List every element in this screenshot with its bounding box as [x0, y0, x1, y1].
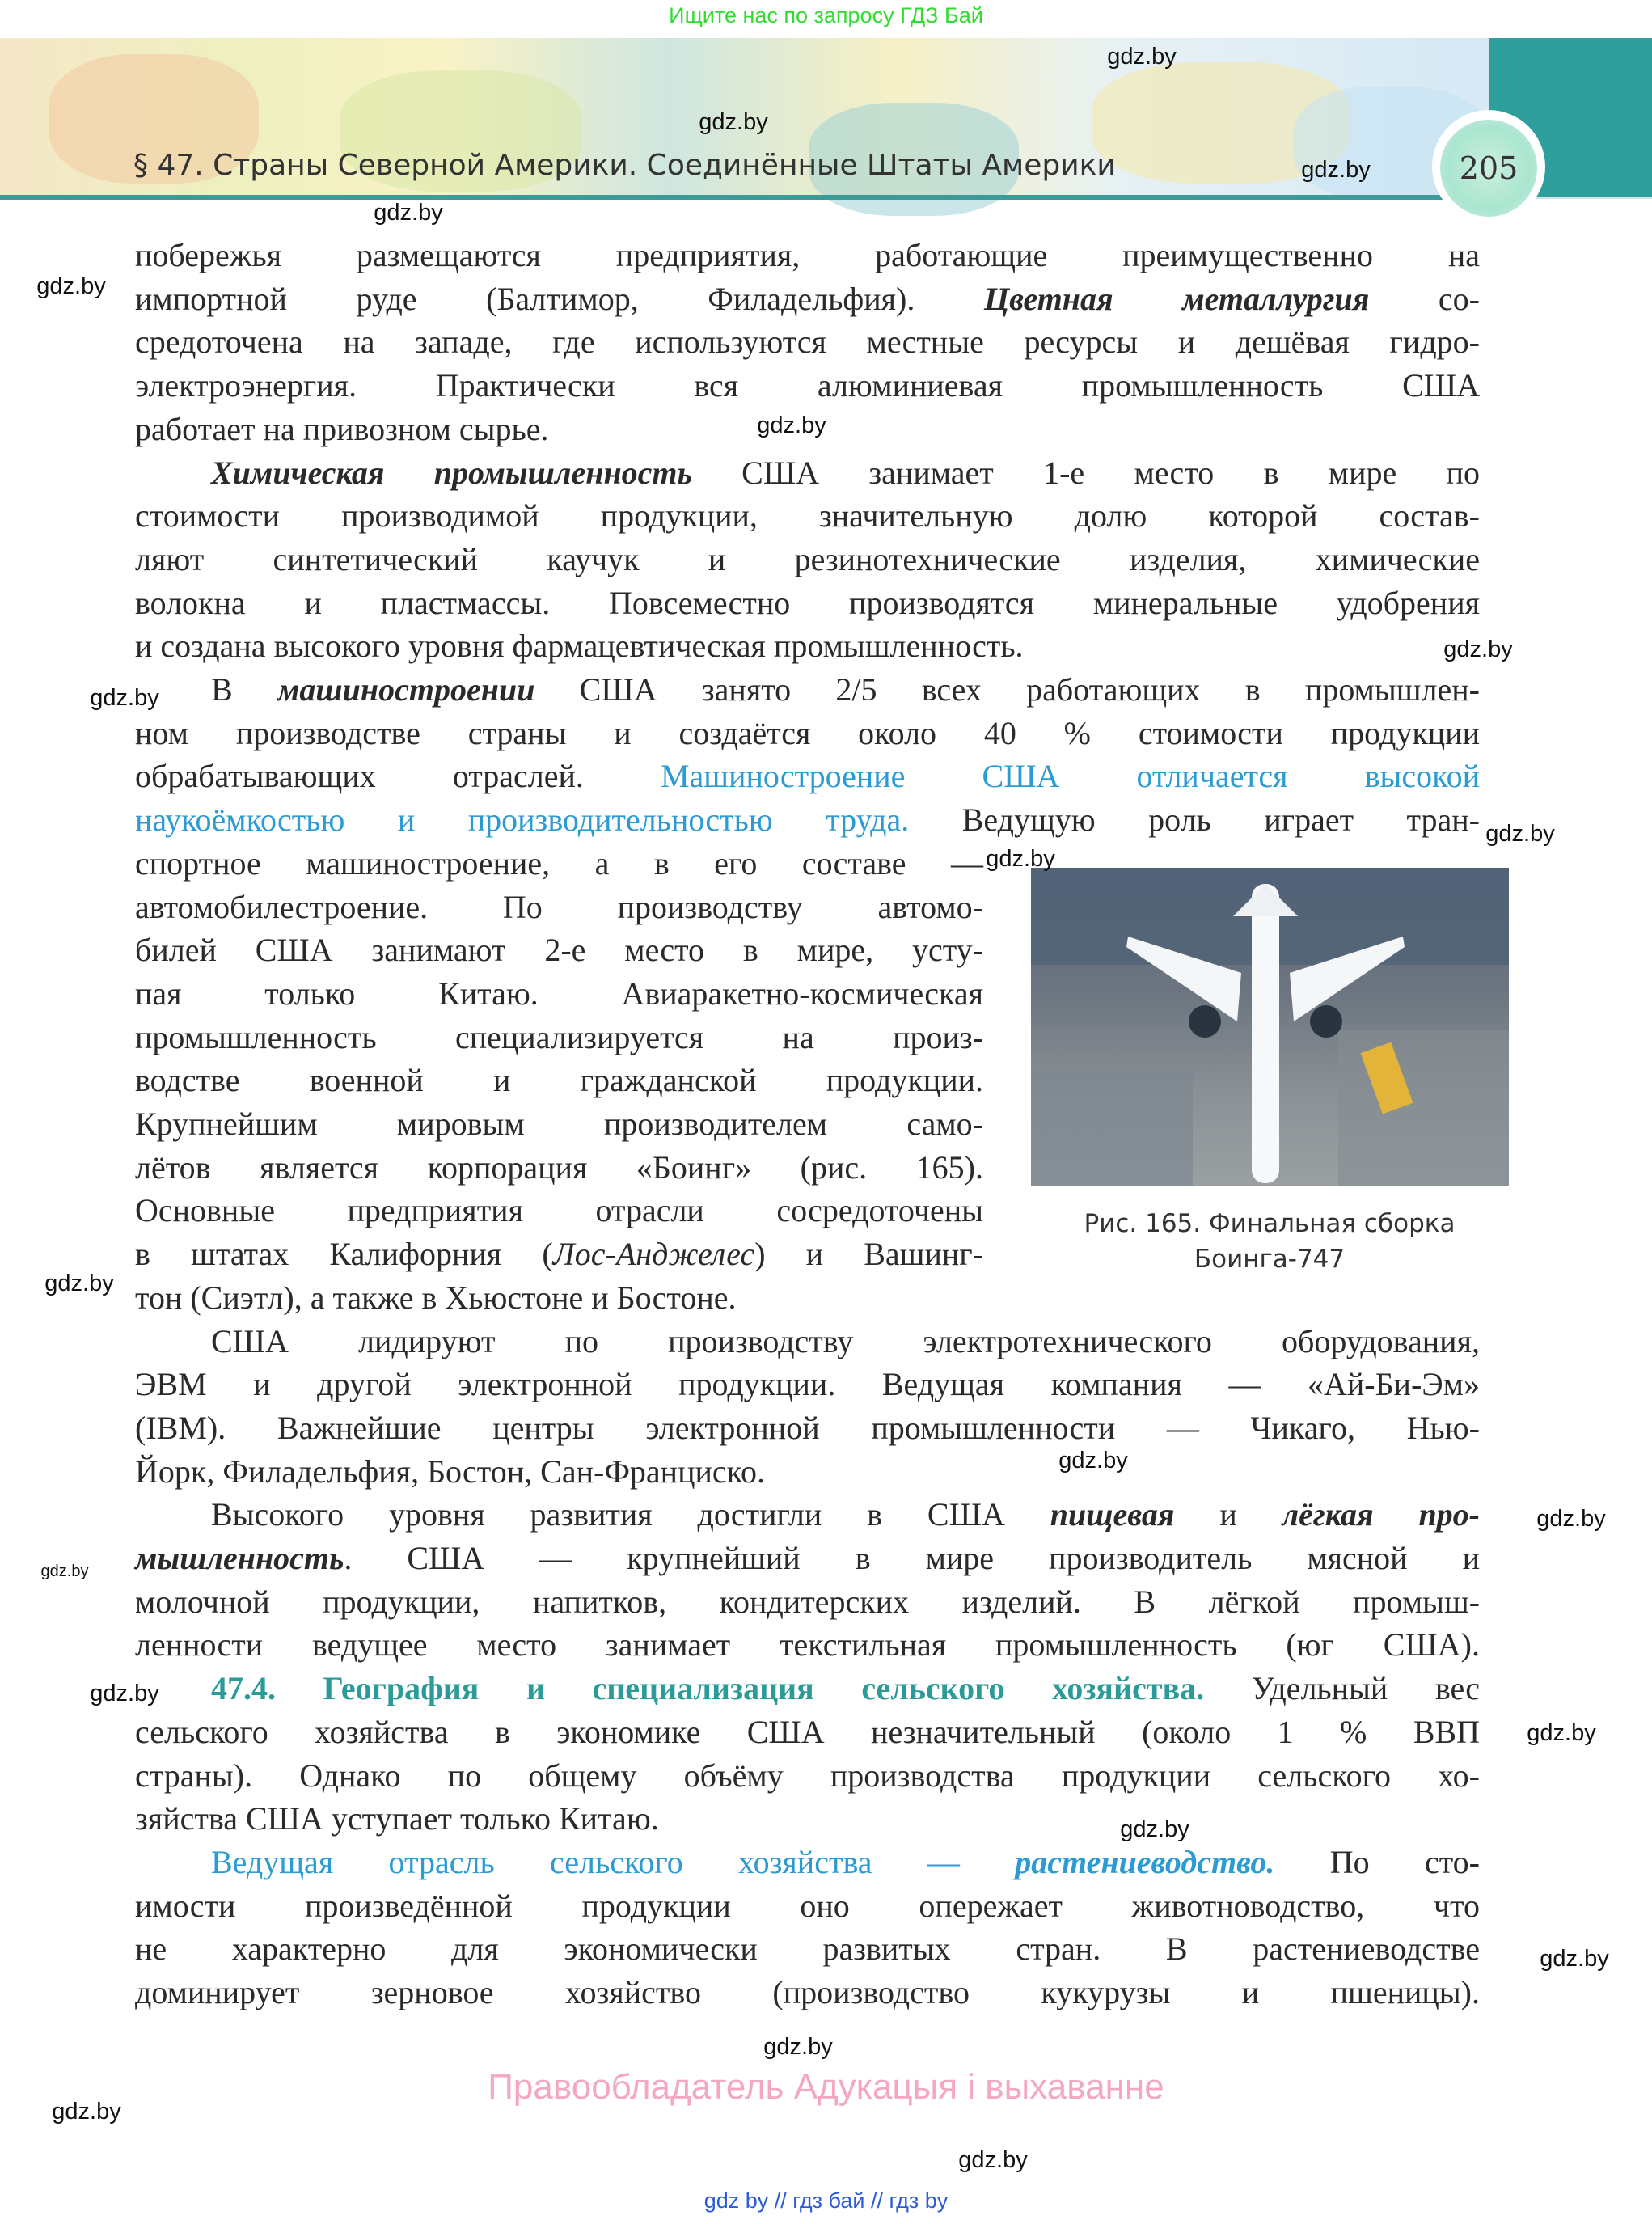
emphasis-text: растениеводство. — [1015, 1844, 1275, 1880]
text-run: Крупнейшим мировым производителем само- — [135, 1106, 983, 1142]
text-line — [135, 408, 549, 451]
emphasis-text: Ведущая отрасль сельского хозяйства — — [211, 1844, 1016, 1880]
text-run: стоимости производимой продукции, значительную долю которой состав- — [135, 497, 1480, 534]
text-run: и создана высокого уровня фармацевтическая промышленность. — [135, 628, 1024, 664]
watermark: gdz.by — [699, 109, 768, 135]
text-line — [135, 234, 1480, 277]
text-line — [135, 928, 983, 972]
emphasis-text: машиностроении — [277, 671, 535, 708]
text-line — [135, 581, 1480, 625]
text-run: США занимает 1-е место в мире по — [691, 455, 1481, 491]
text-line — [135, 755, 1480, 798]
text-run: Высокого уровня развития достигли в США — [211, 1496, 1050, 1533]
text-line — [135, 1363, 1480, 1406]
text-run: Йорк, Филадельфия, Бостон, Сан-Франциско. — [135, 1453, 766, 1490]
text-line — [135, 1276, 736, 1320]
watermark: gdz.by — [90, 1681, 159, 1706]
text-run: работает на привозном сырье. — [135, 411, 549, 447]
watermark: gdz.by — [40, 1562, 89, 1580]
emphasis-text: Химическая промышленность — [211, 455, 692, 491]
text-run: (IBM). Важнейшие центры электронной промышленности — Чикаго, Нью- — [135, 1410, 1480, 1446]
text-line — [135, 1450, 765, 1494]
text-line — [135, 1406, 1480, 1450]
watermark: gdz.by — [763, 2034, 833, 2060]
text-line — [211, 1320, 1480, 1364]
watermark: gdz.by — [1443, 636, 1513, 662]
figure-boeing-assembly-photo — [1031, 868, 1509, 1186]
header-divider — [0, 195, 1489, 200]
emphasis-text: мышленность — [135, 1540, 344, 1576]
text-run: тон (Сиэтл), а также в Хьюстоне и Бостоне. — [135, 1279, 737, 1316]
text-run: По сто- — [1274, 1844, 1480, 1880]
text-line — [135, 1710, 1480, 1754]
watermark: gdz.by — [1527, 1720, 1596, 1746]
watermark: gdz.by — [986, 846, 1055, 872]
watermark: gdz.by — [1301, 157, 1371, 183]
text-line — [135, 1927, 1480, 1971]
text-run: доминирует зерновое хозяйство (производство кукурузы и пшеницы). — [135, 1974, 1480, 2010]
text-line — [135, 886, 983, 929]
text-line — [211, 1841, 1480, 1884]
text-run: в штатах Калифорния ( — [135, 1236, 553, 1272]
text-run: средоточена на западе, где используются местные ресурсы и дешёвая гидро- — [135, 323, 1480, 360]
text-line — [135, 1233, 983, 1276]
text-line — [135, 1016, 983, 1059]
text-run: молочной продукции, напитков, кондитерских изделий. В лёгкой промыш- — [135, 1583, 1480, 1620]
text-run: импортной руде (Балтимор, Филадельфия). — [135, 281, 984, 317]
text-run: спортное машиностроение, а в его составе — — [135, 845, 983, 882]
text-run: Удельный вес — [1204, 1670, 1480, 1706]
watermark: gdz.by — [1536, 1506, 1606, 1532]
text-run: В — [211, 671, 277, 708]
text-line — [211, 1493, 1480, 1537]
watermark: gdz.by — [757, 412, 826, 438]
text-run: пая только Китаю. Авиаракетно-космическая — [135, 975, 983, 1012]
watermark: gdz.by — [374, 200, 443, 226]
emphasis-text: Лос-Анджелес — [552, 1236, 755, 1272]
text-run: со- — [1369, 281, 1480, 317]
watermark: gdz.by — [1107, 44, 1177, 70]
text-run: ЭВМ и другой электронной продукции. Ведущая компания — «Ай-Би-Эм» — [135, 1366, 1480, 1402]
text-run: побережья размещаются предприятия, работающие преимущественно на — [135, 237, 1480, 273]
watermark: gdz.by — [90, 685, 159, 711]
watermark: gdz.by — [52, 2099, 121, 2125]
text-run: зяйства США уступает только Китаю. — [135, 1800, 659, 1837]
text-run: не характерно для экономически развитых стран. В растениеводстве — [135, 1930, 1480, 1967]
emphasis-text: пищевая — [1050, 1496, 1175, 1533]
text-run: США лидируют по производству электротехнического оборудования, — [211, 1323, 1480, 1359]
text-run: ляют синтетический каучук и резинотехнические изделия, химические — [135, 541, 1480, 577]
emphasis-text: Цветная металлургия — [983, 281, 1370, 317]
text-run: обрабатывающих отраслей. — [135, 758, 661, 794]
text-run: ) и Вашинг- — [754, 1236, 984, 1272]
page-number: 205 — [1440, 120, 1537, 217]
text-line — [135, 277, 1480, 321]
emphasis-text: лёгкая про- — [1282, 1496, 1481, 1533]
text-run: промышленность специализируется на произ- — [135, 1019, 983, 1055]
text-line — [211, 451, 1480, 495]
figure-caption-line1: Рис. 165. Финальная сборка — [1084, 1209, 1456, 1238]
text-run: волокна и пластмассы. Повсеместно производятся минеральные удобрения — [135, 585, 1480, 621]
watermark: gdz.by — [958, 2147, 1028, 2173]
text-run: Основные предприятия отрасли сосредоточены — [135, 1192, 983, 1228]
text-run: водстве военной и гражданской продукции. — [135, 1062, 983, 1098]
text-line — [135, 798, 1480, 842]
text-run: лётов является корпорация «Боинг» (рис. 165). — [135, 1149, 983, 1186]
text-line — [211, 1667, 1480, 1710]
watermark: gdz.by — [1485, 821, 1555, 847]
text-line — [135, 1537, 1480, 1580]
text-run: страны). Однако по общему объёму производства продукции сельского хо- — [135, 1757, 1480, 1794]
text-run: . США — крупнейший в мире производитель мясной и — [344, 1540, 1480, 1576]
search-hint-banner: Ищите нас по запросу ГДЗ Бай — [669, 3, 983, 27]
watermark: gdz.by — [1540, 1946, 1609, 1972]
footer-links[interactable]: gdz by // гдз бай // гдз by — [703, 2188, 949, 2213]
text-line — [135, 1580, 1480, 1624]
text-line — [135, 1884, 1480, 1928]
watermark: gdz.by — [1058, 1448, 1128, 1474]
text-line — [135, 1146, 983, 1190]
text-line — [135, 624, 1024, 668]
text-run: электроэнергия. Практически вся алюминиевая промышленность США — [135, 367, 1480, 404]
text-line — [135, 364, 1480, 408]
watermark: gdz.by — [44, 1271, 114, 1296]
text-line — [135, 1102, 983, 1146]
emphasis-text: Машиностроение США отличается высокой — [660, 758, 1480, 794]
text-line — [135, 538, 1480, 581]
watermark: gdz.by — [36, 273, 106, 299]
text-line — [135, 842, 983, 886]
text-run: билей США занимают 2-е место в мире, усту- — [135, 932, 983, 968]
section-heading: 47.4. География и специализация сельского хозяйства. — [211, 1670, 1205, 1706]
text-line — [135, 1623, 1480, 1667]
text-line — [135, 712, 1480, 755]
chapter-title: § 47. Страны Северной Америки. Соединённые Штаты Америки — [133, 149, 1116, 182]
airplane-photo-illustration — [1031, 868, 1509, 1186]
text-line — [135, 494, 1480, 538]
text-line — [135, 1971, 1480, 2015]
text-line — [135, 1754, 1480, 1798]
text-run: ленности ведущее место занимает текстильная промышленность (юг США). — [135, 1626, 1480, 1663]
text-line — [211, 668, 1480, 712]
text-run: сельского хозяйства в экономике США незначительный (около 1 % ВВП — [135, 1714, 1480, 1750]
copyright-notice: Правообладатель Адукацыя і выхаванне — [488, 2067, 1164, 2107]
figure-caption-line2: Боинга-747 — [1194, 1245, 1346, 1274]
text-run: и — [1174, 1496, 1282, 1533]
text-line — [135, 320, 1480, 364]
text-run: США занято 2/5 всех работающих в промышлен- — [534, 671, 1480, 708]
text-line — [135, 972, 983, 1016]
watermark: gdz.by — [1120, 1816, 1189, 1842]
text-line — [135, 1059, 983, 1102]
text-line — [135, 1797, 659, 1841]
text-run: Ведущую роль играет тран- — [909, 801, 1480, 838]
text-line — [135, 1189, 983, 1233]
text-run: автомобилестроение. По производству автомо- — [135, 889, 983, 925]
emphasis-text: наукоёмкостью и производительностью труда. — [135, 801, 910, 838]
text-run: имости произведённой продукции оно опережает животноводство, что — [135, 1888, 1480, 1924]
text-run: ном производстве страны и создаётся около 40 % стоимости продукции — [135, 715, 1480, 751]
